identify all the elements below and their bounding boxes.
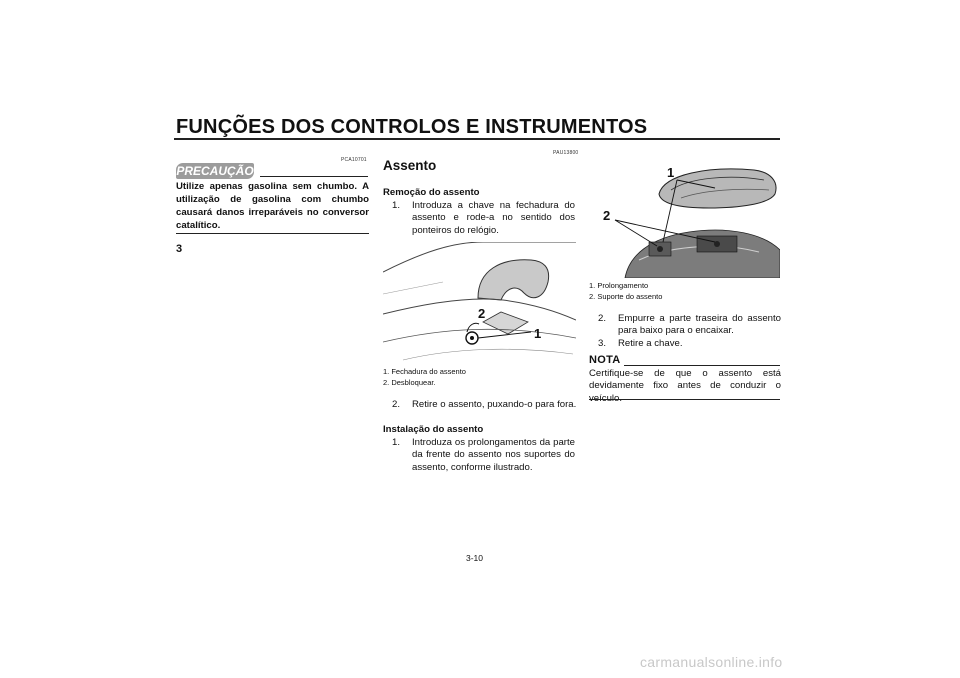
chapter-tab: 3 [176,243,183,255]
step-text: Retire o assento, puxando-o para fora. [412,399,577,410]
installation-step-2 [598,313,781,338]
caption-line: 1. Prolongamento [589,281,649,290]
figure-label: 1 [667,165,675,180]
note-label: NOTA [589,354,621,366]
removal-captions [383,367,466,388]
step-number: 1. [392,200,401,211]
page-title: FUNÇÕES DOS CONTROLOS E INSTRUMENTOS [176,116,648,138]
figure-label: 2 [603,208,611,223]
section-code: PAU13800 [553,150,579,156]
caption-line: 1. Fechadura do assento [383,367,466,376]
section-heading: Assento [383,158,437,173]
step-number: 2. [598,313,607,324]
title-rule [174,138,780,140]
page-number: 3-10 [466,553,484,563]
figure-label: 1 [534,326,542,341]
caption-line: 2. Desbloquear. [383,377,436,387]
watermark: carmanualsonline.info [640,654,783,670]
seat-lock-illustration [383,242,576,364]
step-text: Empurre a parte traseira do assento para baixo para o encaixar. [618,313,781,337]
step-text: Retire a chave. [618,338,683,349]
installation-captions [589,281,662,302]
note-rule [624,365,780,366]
installation-heading: Instalação do assento [383,424,484,435]
note-bottom-rule [589,399,780,400]
step-text: Introduza os prolongamentos da parte da frente do assento nos suportes do assento, conforme ilustrado. [412,437,575,473]
step-number: 3. [598,338,607,349]
removal-heading: Remoção do assento [383,187,480,198]
removal-step-1 [392,200,575,237]
step-text: Introduza a chave na fechadura do assento e rode-a no sentido dos ponteiros do relógio. [412,200,575,236]
removal-step-2 [392,399,582,411]
caution-badge: PRECAUÇÃO [176,164,254,178]
installation-step-3 [598,338,781,350]
caution-rule [260,176,368,177]
figure-label: 2 [478,306,486,321]
caption-line: 2. Suporte do assento [589,291,663,301]
step-number: 2. [392,399,401,410]
caution-code: PCA10701 [341,157,367,163]
note-text: Certifique-se de que o assento está devidamente fixo antes de conduzir o [589,368,781,392]
caution-text: Utilize apenas gasolina sem chumbo. A utilização de gasolina com chumbo causará danos irreparáveis no conversor catalítico. [176,181,369,231]
caution-bottom-rule [176,233,369,234]
installation-step-1 [392,437,575,474]
step-number: 1. [392,437,401,448]
seat-support-illustration [589,160,780,278]
